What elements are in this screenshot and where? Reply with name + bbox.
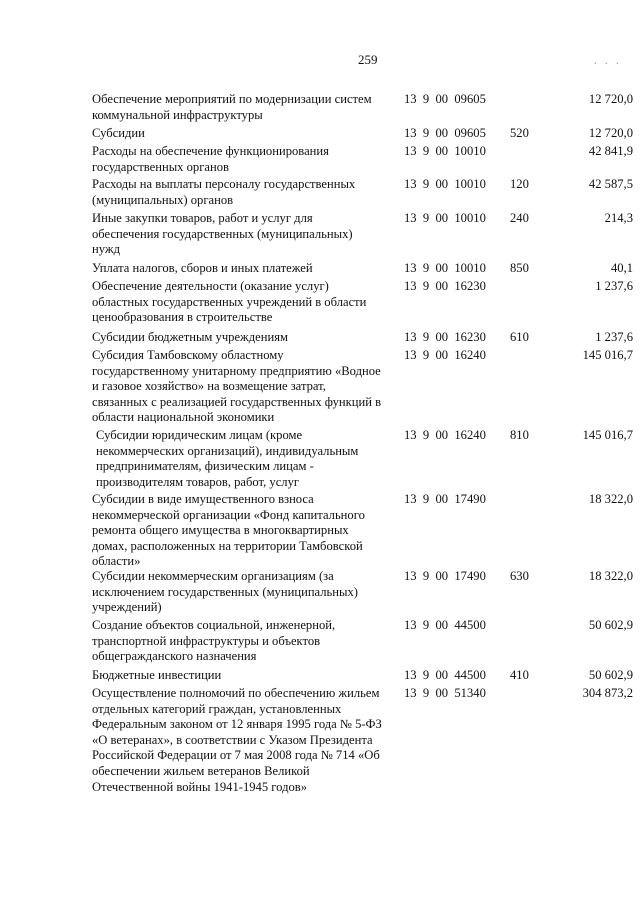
row-vr: 610 <box>510 330 529 344</box>
row-sum: 18 322,0 <box>588 569 633 583</box>
row-name: Расходы на обеспечение функционирования государственных органов <box>92 144 329 174</box>
row-name: Расходы на выплаты персоналу государственных (муниципальных) органов <box>92 177 356 207</box>
row-vr: 810 <box>510 428 529 442</box>
row-sum: 12 720,0 <box>588 92 633 106</box>
row-name: Субсидии в виде имущественного взноса некоммерческой организации «Фонд капитального ремонта общего имущества в многоквартирных домах, расположенных на территории Тамбовской области» <box>92 492 365 569</box>
row-code: 13 9 00 44500 <box>404 618 486 632</box>
row-name: Осуществление полномочий по обеспечению жильем отдельных категорий граждан, установленных Федеральным законом от 12 января 1995 года № 5-ФЗ «О ветеранах», в соответствии с Указом Президента Российской Федерации от 7 мая 2008 года № 714 «Об обеспечении жильем ветеранов Великой Отечественной войны 1941-1945 годов» <box>92 686 382 794</box>
row-name: Уплата налогов, сборов и иных платежей <box>92 261 313 275</box>
row-code: 13 9 00 16230 <box>404 279 486 293</box>
row-vr: 520 <box>510 126 529 140</box>
row-name: Субсидии бюджетным учреждениям <box>92 330 288 344</box>
row-name: Создание объектов социальной, инженерной, транспортной инфраструктуры и объектов общегражданского назначения <box>92 618 336 664</box>
row-vr: 850 <box>510 261 529 275</box>
row-sum: 145 016,7 <box>582 428 633 442</box>
corner-mark: . . . <box>594 56 622 67</box>
row-name: Субсидии некоммерческим организациям (за исключением государственных (муниципальных) учреждений) <box>92 569 358 615</box>
row-sum: 214,3 <box>604 211 633 225</box>
row-vr: 410 <box>510 668 529 682</box>
row-sum: 12 720,0 <box>588 126 633 140</box>
row-name: Субсидии <box>92 126 145 140</box>
row-name: Иные закупки товаров, работ и услуг для обеспечения государственных (муниципальных) нужд <box>92 211 353 257</box>
row-name: Обеспечение деятельности (оказание услуг) областных государственных учреждений в области ценообразования в строительстве <box>92 279 367 325</box>
row-sum: 1 237,6 <box>595 330 633 344</box>
row-code: 13 9 00 17490 <box>404 569 486 583</box>
row-sum: 50 602,9 <box>588 668 633 682</box>
row-code: 13 9 00 44500 <box>404 668 486 682</box>
row-code: 13 9 00 09605 <box>404 92 486 106</box>
row-name: Бюджетные инвестиции <box>92 668 222 682</box>
row-code: 13 9 00 16240 <box>404 428 486 442</box>
row-code: 13 9 00 09605 <box>404 126 486 140</box>
row-sum: 42 587,5 <box>588 177 633 191</box>
row-name: Обеспечение мероприятий по модернизации систем коммунальной инфраструктуры <box>92 92 372 122</box>
row-code: 13 9 00 51340 <box>404 686 486 700</box>
row-sum: 42 841,9 <box>588 144 633 158</box>
row-sum: 145 016,7 <box>582 348 633 362</box>
row-code: 13 9 00 16240 <box>404 348 486 362</box>
row-name: Субсидии юридическим лицам (кроме некоммерческих организаций), индивидуальным предпринимателям, физическим лицам - производителям товаров, работ, услуг <box>96 428 359 489</box>
row-code: 13 9 00 17490 <box>404 492 486 506</box>
page-number: 259 <box>358 52 378 67</box>
row-code: 13 9 00 16230 <box>404 330 486 344</box>
row-name: Субсидия Тамбовскому областному государственному унитарному предприятию «Водное и газовое хозяйство» на возмещение затрат, связанных с реализацией государственных функций в области национальной экономики <box>92 348 382 425</box>
row-sum: 40,1 <box>610 261 633 275</box>
row-code: 13 9 00 10010 <box>404 261 486 275</box>
row-vr: 630 <box>510 569 529 583</box>
row-vr: 120 <box>510 177 529 191</box>
row-vr: 240 <box>510 211 529 225</box>
row-code: 13 9 00 10010 <box>404 177 486 191</box>
row-sum: 50 602,9 <box>588 618 633 632</box>
row-sum: 304 873,2 <box>582 686 633 700</box>
row-sum: 18 322,0 <box>588 492 633 506</box>
row-code: 13 9 00 10010 <box>404 144 486 158</box>
row-sum: 1 237,6 <box>595 279 633 293</box>
row-code: 13 9 00 10010 <box>404 211 486 225</box>
